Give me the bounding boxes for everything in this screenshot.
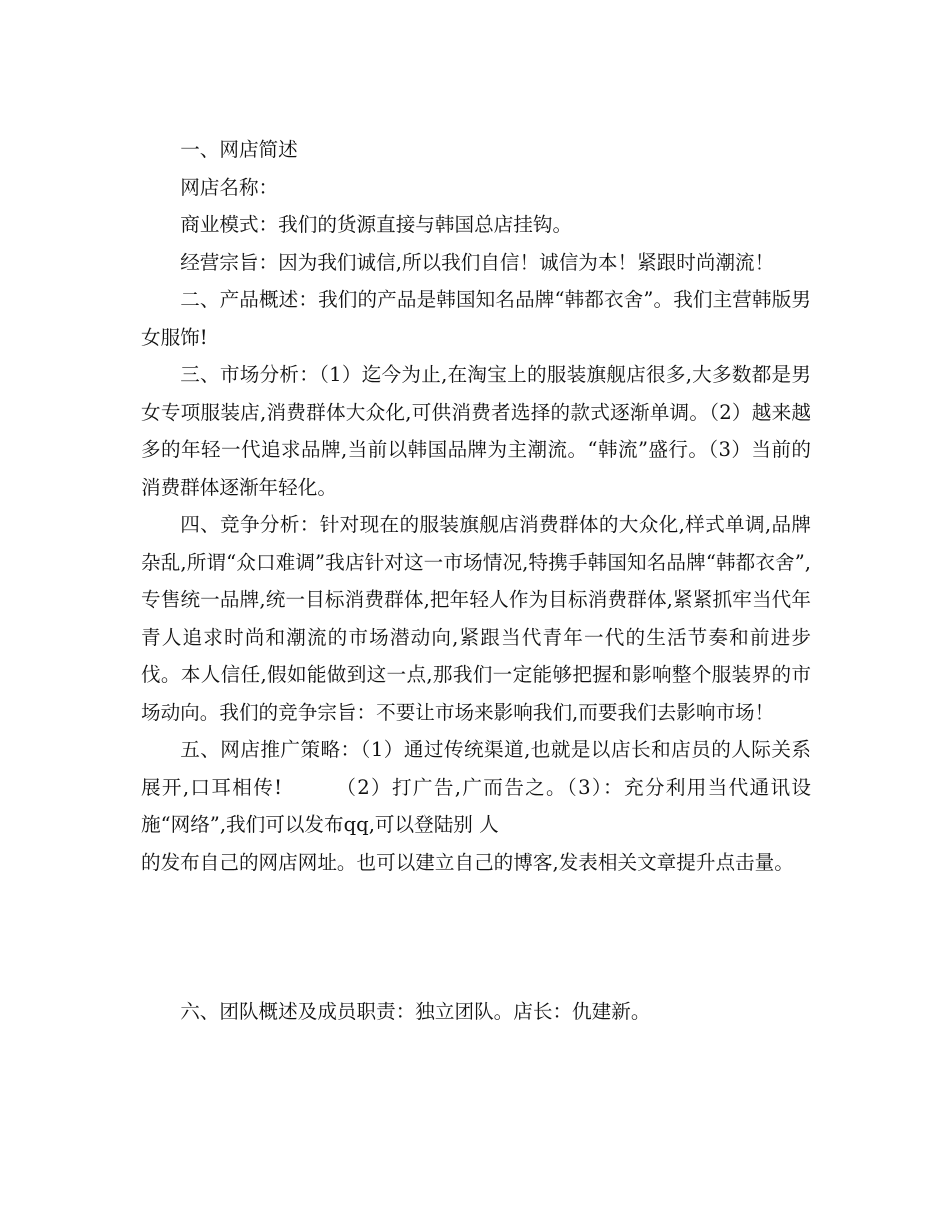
promotion-strategy-paragraph: 五、网店推广策略：（1）通过传统渠道,也就是以店长和店员的人际关系展开,口耳相传! （2）打广告,广而告之。（3）：充分利用当代通讯设施“网络”,我们可以发布qq,可以登陆别 人: [141, 738, 811, 836]
business-model-paragraph: 商业模式：我们的货源直接与韩国总店挂钩。: [180, 213, 573, 236]
business-purpose-paragraph: 经营宗旨：因为我们诚信,所以我们自信！诚信为本！紧跟时尚潮流！: [180, 250, 775, 274]
shop-name-paragraph: 网店名称：: [180, 175, 279, 199]
document-body: [141, 131, 811, 1031]
team-overview-paragraph: 六、团队概述及成员职责：独立团队。店长：仇建新。: [180, 1000, 651, 1023]
section-heading-overview: 一、网店简述: [180, 138, 298, 161]
product-overview-paragraph: 二、产品概述：我们的产品是韩国知名品牌“韩都衣舍”。我们主营韩版男女服饰!: [141, 288, 811, 349]
market-analysis-paragraph: 三、市场分析：（1）迄今为止,在淘宝上的服装旗舰店很多,大多数都是男女专项服装店,消费群体大众化,可供消费者选择的款式逐渐单调。（2）越来越多的年轻一代追求品牌,当前以韩国品牌为主潮流。“韩流”盛行。（3）当前的消费群体逐渐年轻化。: [141, 363, 811, 499]
promotion-strategy-continuation: 的发布自己的网店网址。也可以建立自己的博客,发表相关文章提升点击量。: [141, 850, 794, 874]
competition-analysis-paragraph: 四、竞争分析：针对现在的服装旗舰店消费群体的大众化,样式单调,品牌杂乱,所谓“众口难调”我店针对这一市场情况,特携手韩国知名品牌“韩都衣舍”,专售统一品牌,统一目标消费群体,把年轻人作为目标消费群体,紧紧抓牢当代年青人追求时尚和潮流的市场潜动向,紧跟当代青年一代的生活节奏和前进步伐。本人信任,假如能做到这一点,那我们一定能够把握和影响整个服装界的市场动向。我们的竞争宗旨：不要让市场来影响我们,而要我们去影响市场！: [141, 513, 811, 724]
